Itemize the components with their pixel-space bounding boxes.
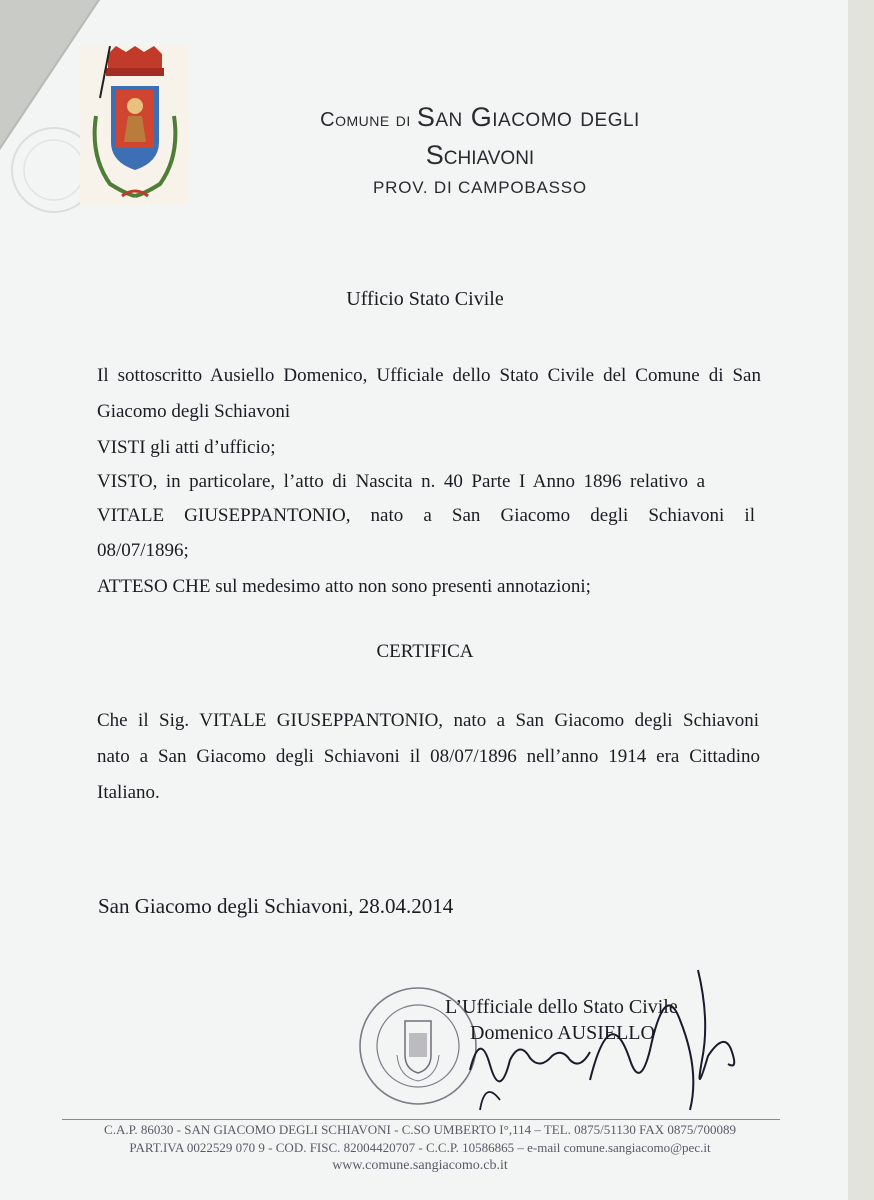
cert-line-1: Che il Sig. VITALE GIUSEPPANTONIO, nato a San Giacomo degli Schiavoni [97, 710, 759, 731]
footer-website: www.comune.sangiacomo.cb.it [332, 1158, 508, 1173]
body-line-7: ATTESO CHE sul medesimo atto non sono presenti annotazioni; [97, 576, 591, 597]
province: PROV. DI CAMPOBASSO [373, 178, 587, 197]
body-line-6: 08/07/1896; [97, 540, 189, 561]
comune-header [200, 102, 760, 133]
comune-name-line2: Schiavoni [425, 140, 535, 170]
body-line-2: Giacomo degli Schiavoni [97, 401, 291, 422]
office-title: Ufficio Stato Civile [346, 288, 504, 310]
body-line-1: Il sottoscritto Ausiello Domenico, Ufficiale dello Stato Civile del Comune di San [97, 365, 761, 386]
footer-line-1: C.A.P. 86030 - SAN GIACOMO DEGLI SCHIAVONI - C.SO UMBERTO I°,114 – TEL. 0875/51130 FAX 0875/700089 [104, 1122, 736, 1137]
comune-name-line1: San Giacomo degli [416, 102, 640, 132]
cert-line-2: nato a San Giacomo degli Schiavoni il 08/07/1896 nell’anno 1914 era Cittadino [97, 746, 760, 767]
comune-prefix: Comune di [320, 109, 411, 131]
cert-line-3: Italiano. [97, 782, 160, 803]
signature-title: L’Ufficiale dello Stato Civile [445, 996, 678, 1018]
scan-edge [848, 0, 874, 1200]
signature-name: Domenico AUSIELLO [470, 1022, 655, 1044]
footer-divider [62, 1119, 780, 1120]
footer-line-2: PART.IVA 0022529 070 9 - COD. FISC. 82004420707 - C.C.P. 10586865 – e-mail comune.sangiacomo@pec.it [129, 1140, 711, 1155]
body-line-5: VITALE GIUSEPPANTONIO, nato a San Giacomo degli Schiavoni il [97, 505, 755, 526]
handwritten-signature-icon [440, 960, 750, 1120]
body-line-4: VISTO, in particolare, l’atto di Nascita n. 40 Parte I Anno 1896 relativo a [97, 471, 705, 492]
place-date: San Giacomo degli Schiavoni, 28.04.2014 [98, 894, 454, 918]
certifica-heading: CERTIFICA [376, 641, 474, 662]
body-line-3: VISTI gli atti d’ufficio; [97, 437, 276, 458]
municipal-crest-icon [80, 46, 190, 206]
